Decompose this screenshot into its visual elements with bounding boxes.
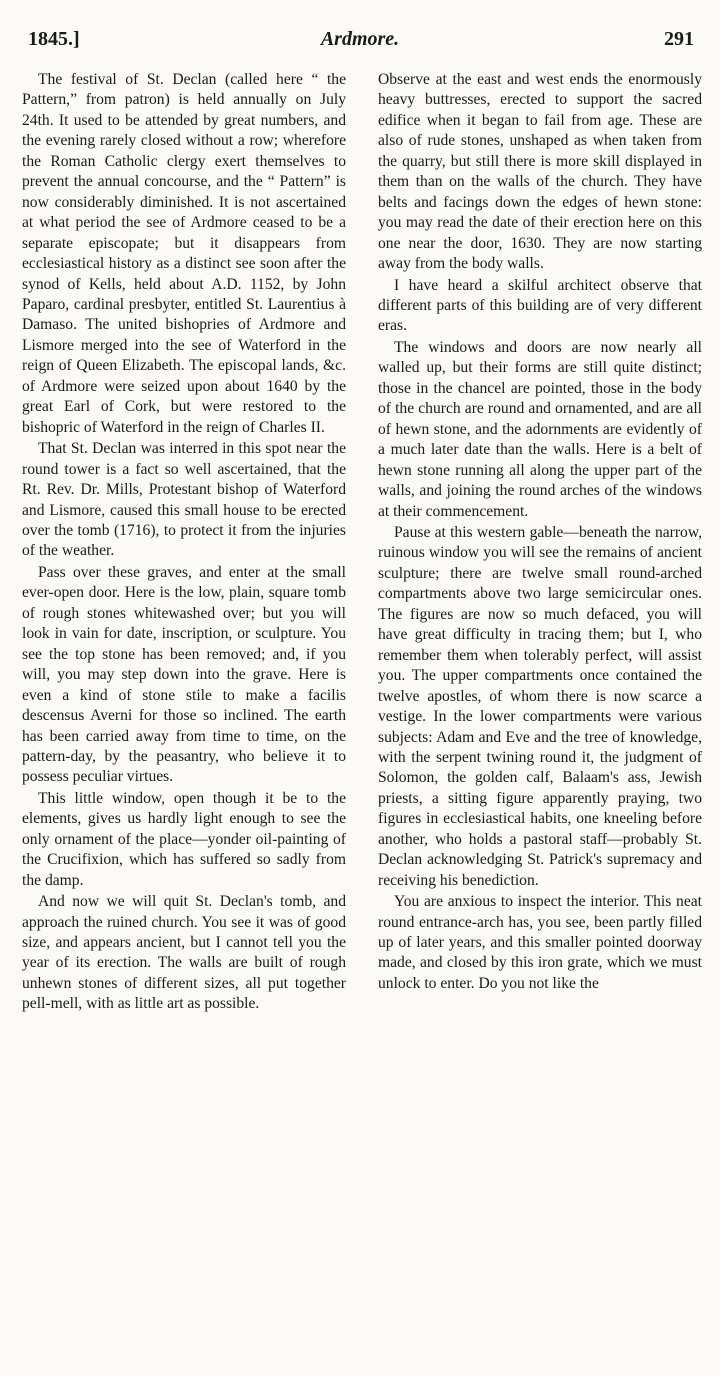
paragraph: That St. Declan was interred in this spot near the round tower is a fact so well ascertained, that the Rt. Rev. Dr. Mills, Protestant bishop of Waterford and Lismore, caused this small house to be erected over the tomb (1716), to protect it from the injuries of the weather. [22, 440, 346, 560]
paragraph: The festival of St. Declan (called here “ the Pattern,” from patron) is held annually on July 24th. It used to be attended by great numbers, and the evening rarely closed without a row; wherefore the Roman Catholic clergy exert themselves to prevent the annual concourse, and the “ Pattern” is now considerably diminished. It is not ascertained at what period the see of Ardmore ceased to be a separate episcopate; but it disappears from ecclesiastical history as a distinct see soon after the synod of Kells, held about A.D. 1152, by John Paparo, cardinal presbyter, entitled St. Laurentius à Damaso. The united bishopries of Ardmore and Lismore merged into the see of Waterford in the reign of Queen Elizabeth. The episcopal lands, &c. of Ardmore were seized upon about 1640 by the great Earl of Cork, but were restored to the bishopric of Waterford in the reign of Charles II. [22, 71, 346, 436]
paragraph: The windows and doors are now nearly all walled up, but their forms are still quite distinct; those in the chancel are pointed, those in the body of the church are round and ornamented, and are all of hewn stone, and the adornments are evidently of a much later date than the walls. Here is a belt of hewn stone running all along the upper part of the walls, and joining the round arches of the windows at their commencement. [378, 338, 702, 520]
paragraph: Pass over these graves, and enter at the small ever-open door. Here is the low, plain, square tomb of rough stones whitewashed over; but you will look in vain for date, inscription, or sculpture. You see the top stone has been removed; and, if you will, you may step down into the grave. Here is even a kind of stone stile to make a facilis descensus Averni for those so inclined. The earth has been carried away from time to time, on the pattern-day, by the peasantry, who believe it to possess peculiar virtues. [22, 563, 346, 786]
paragraph: You are anxious to inspect the interior. This neat round entrance-arch has, you see, been partly filled up of later years, and this smaller pointed doorway made, and closed by this iron grate, which we must unlock to enter. Do you not like the [378, 893, 702, 992]
header-year: 1845.] [28, 28, 80, 50]
right-column [378, 70, 702, 1015]
paragraph: I have heard a skilful architect observe that different parts of this building are of very different eras. [378, 276, 702, 335]
header-title: Ardmore. [320, 28, 400, 50]
paragraph: Observe at the east and west ends the enormously heavy buttresses, erected to support the sacred edifice when it began to fail from age. These are also of rude stones, unshaped as when taken from the quarry, but still there is more skill displayed in them than on the walls of the church. They have belts and facings down the edges of hewn stone: you may read the date of their erection here on this one near the door, 1630. They are now starting away from the body walls. [378, 71, 702, 273]
text-columns [22, 70, 702, 1015]
left-column [22, 70, 346, 1015]
paragraph: This little window, open though it be to the elements, gives us hardly light enough to see the only ornament of the place—yonder oil-painting of the Crucifixion, which has suffered so sadly from the damp. [22, 789, 346, 889]
paragraph: Pause at this western gable—beneath the narrow, ruinous window you will see the remains of ancient sculpture; there are twelve small round-arched compartments above two large semicircular ones. The figures are now so much defaced, you will have great difficulty in tracing them; but I, who remember them when tolerably perfect, will assist you. The upper compartments once contained the twelve apostles, of whom there is now scarce a vestige. In the lower compartments were various subjects: Adam and Eve and the tree of knowledge, with the serpent twining round it, the judgment of Solomon, the golden calf, Balaam's ass, Jewish priests, a sitting figure apparently praying, two figures in ecclesiastical habits, one kneeling before another, who holds a pastoral staff—probably St. Declan acknowledging St. Patrick's supremacy and receiving his benediction. [378, 523, 702, 889]
running-header [22, 20, 698, 54]
page-number: 291 [664, 28, 694, 50]
paragraph: And now we will quit St. Declan's tomb, and approach the ruined church. You see it was of good size, and appears ancient, but I cannot tell you the year of its erection. The walls are built of rough unhewn stones of different sizes, all put together pell-mell, with as little art as possible. [22, 893, 346, 1013]
